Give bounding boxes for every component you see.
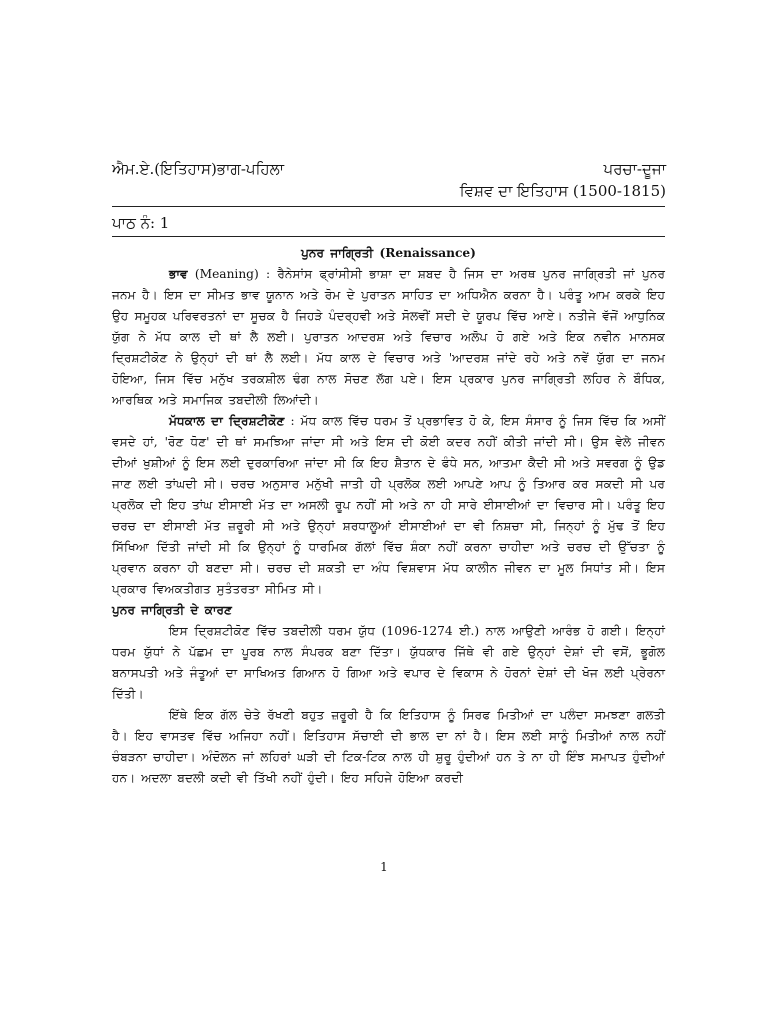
section-title-text: ਪੁਨਰ ਜਾਗ੍ਰਿਤੀ (Renaissance)	[301, 246, 476, 260]
paragraph-medieval-view	[112, 411, 665, 600]
lesson-divider	[112, 236, 665, 237]
paragraph-meaning	[112, 264, 665, 411]
header-divider	[112, 206, 665, 207]
paper-title: ਪਰਚਾ-ਦੂਜਾ	[603, 160, 666, 178]
term-meaning: ਭਾਵ	[169, 267, 188, 281]
subheading-causes	[112, 600, 665, 621]
section-title	[112, 243, 665, 264]
subject-title: ਵਿਸ਼ਵ ਦਾ ਇਤਿਹਾਸ (1500-1815)	[459, 182, 666, 200]
page-number: 1	[380, 860, 388, 874]
paragraph-history-note: ਇੱਥੇ ਇਕ ਗੱਲ ਚੇਤੇ ਰੱਖਣੀ ਬਹੁਤ ਜ਼ਰੂਰੀ ਹੈ ਕਿ ਇਤਿਹਾਸ ਨੂੰ ਸਿਰਫ ਮਿਤੀਆਂ ਦਾ ਪਲੰਦਾ ਸਮਝਣਾ ਗਲਤੀ ਹੈ। ਇਹ ਵਾਸਤਵ ਵਿੱਚ ਅਜਿਹਾ ਨਹੀਂ। ਇਤਿਹਾਸ ਸੱਚਾਈ ਦੀ ਭਾਲ ਦਾ ਨਾਂ ਹੈ। ਇਸ ਲਈ ਸਾਨੂੰ ਮਿਤੀਆਂ ਨਾਲ ਨਹੀਂ ਚੰਬੜਨਾ ਚਾਹੀਦਾ। ਅੰਦੋਲਨ ਜਾਂ ਲਹਿਰਾਂ ਘੜੀ ਦੀ ਟਿਕ-ਟਿਕ ਨਾਲ ਹੀ ਸ਼ੁਰੂ ਹੁੰਦੀਆਂ ਹਨ ਤੇ ਨਾ ਹੀ ਇੰਝ ਸਮਾਪਤ ਹੁੰਦੀਆਂ ਹਨ। ਅਦਲਾ ਬਦਲੀ ਕਦੀ ਵੀ ਤਿੱਖੀ ਨਹੀਂ ਹੁੰਦੀ। ਇਹ ਸਹਿਜੇ ਹੋਇਆ ਕਰਦੀ	[112, 708, 665, 785]
course-title: ਐਮ.ਏ.(ਇਤਿਹਾਸ)ਭਾਗ-ਪਹਿਲਾ	[112, 160, 285, 178]
subheading-causes-text: ਪੁਨਰ ਜਾਗ੍ਰਿਤੀ ਦੇ ਕਾਰਣ	[112, 603, 232, 617]
body-text	[112, 243, 665, 789]
paragraph-meaning-text: (Meaning) : ਰੈਨੇਸਾਂਸ ਫ੍ਰਾਂਸੀਸੀ ਭਾਸ਼ਾ ਦਾ ਸ਼ਬਦ ਹੈ ਜਿਸ ਦਾ ਅਰਥ ਪੁਨਰ ਜਾਗ੍ਰਿਤੀ ਜਾਂ ਪੁਨਰ ਜਨਮ ਹੈ। ਇਸ ਦਾ ਸੀਮਤ ਭਾਵ ਯੂਨਾਨ ਅਤੇ ਰੋਮ ਦੇ ਪੁਰਾਤਨ ਸਾਹਿਤ ਦਾ ਅਧਿਐਨ ਕਰਨਾ ਹੈ। ਪਰੰਤੂ ਆਮ ਕਰਕੇ ਇਹ ਉਹ ਸਮੂਹਕ ਪਰਿਵਰਤਨਾਂ ਦਾ ਸੂਚਕ ਹੈ ਜਿਹੜੇ ਪੰਦਰ੍ਹਵੀ ਅਤੇ ਸੋਲਵੀਂ ਸਦੀ ਦੇ ਯੂਰਪ ਵਿੱਚ ਆਏ। ਨਤੀਜੇ ਵੱਜੋਂ ਆਧੁਨਿਕ ਯੁੱਗ ਨੇ ਮੱਧ ਕਾਲ ਦੀ ਥਾਂ ਲੈ ਲਈ। ਪੁਰਾਤਨ ਆਦਰਸ਼ ਅਤੇ ਵਿਚਾਰ ਅਲੋਪ ਹੋ ਗਏ ਅਤੇ ਇਕ ਨਵੀਨ ਮਾਨਸਕ ਦ੍ਰਿਸ਼ਟੀਕੋਣ ਨੇ ਉਨ੍ਹਾਂ ਦੀ ਥਾਂ ਲੈ ਲਈ। ਮੱਧ ਕਾਲ ਦੇ ਵਿਚਾਰ ਅਤੇ 'ਆਦਰਸ਼ ਜਾਂਦੇ ਰਹੇ ਅਤੇ ਨਵੇਂ ਯੁੱਗ ਦਾ ਜਨਮ ਹੋਇਆ, ਜਿਸ ਵਿੱਚ ਮਨੁੱਖ ਤਰਕਸ਼ੀਲ ਢੰਗ ਨਾਲ ਸੋਚਣ ਲੱਗ ਪਏ। ਇਸ ਪ੍ਰਕਾਰ ਪੁਨਰ ਜਾਗ੍ਰਿਤੀ ਲਹਿਰ ਨੇ ਬੌਧਿਕ, ਆਰਥਿਕ ਅਤੇ ਸਮਾਜਿਕ ਤਬਦੀਲੀ ਲਿਆਂਦੀ।	[112, 267, 665, 407]
paragraph-medieval-view-text: : ਮੱਧ ਕਾਲ ਵਿੱਚ ਧਰਮ ਤੋਂ ਪ੍ਰਭਾਵਿਤ ਹੋ ਕੇ, ਇਸ ਸੰਸਾਰ ਨੂੰ ਜਿਸ ਵਿੱਚ ਕਿ ਅਸੀਂ ਵਸਦੇ ਹਾਂ, 'ਰੋਣ ਧੋਣ' ਦੀ ਥਾਂ ਸਮਝਿਆ ਜਾਂਦਾ ਸੀ ਅਤੇ ਇਸ ਦੀ ਕੋਈ ਕਦਰ ਨਹੀਂ ਕੀਤੀ ਜਾਂਦੀ ਸੀ। ਉਸ ਵੇਲੇ ਜੀਵਨ ਦੀਆਂ ਖੁਸ਼ੀਆਂ ਨੂੰ ਇਸ ਲਈ ਦੁਰਕਾਰਿਆ ਜਾਂਦਾ ਸੀ ਕਿ ਇਹ ਸ਼ੈਤਾਨ ਦੇ ਫੰਧੇ ਸਨ, ਆਤਮਾ ਕੈਦੀ ਸੀ ਅਤੇ ਸਵਰਗ ਨੂੰ ਉਡ ਜਾਣ ਲਈ ਤਾਂਘਦੀ ਸੀ। ਚਰਚ ਅਨੁਸਾਰ ਮਨੁੱਖੀ ਜਾਤੀ ਹੀ ਪ੍ਰਲੋਕ ਲਈ ਆਪਣੇ ਆਪ ਨੂੰ ਤਿਆਰ ਕਰ ਸਕਦੀ ਸੀ ਪਰ ਪ੍ਰਲੋਕ ਦੀ ਇਹ ਤਾਂਘ ਈਸਾਈ ਮੱਤ ਦਾ ਅਸਲੀ ਰੂਪ ਨਹੀਂ ਸੀ ਅਤੇ ਨਾ ਹੀ ਸਾਰੇ ਈਸਾਈਆਂ ਦਾ ਵਿਚਾਰ ਸੀ। ਪਰੰਤੂ ਇਹ ਚਰਚ ਦਾ ਈਸਾਈ ਮੱਤ ਜ਼ਰੂਰੀ ਸੀ ਅਤੇ ਉਨ੍ਹਾਂ ਸ਼ਰਧਾਲੂਆਂ ਈਸਾਈਆਂ ਦਾ ਵੀ ਨਿਸ਼ਚਾ ਸੀ, ਜਿਨ੍ਹਾਂ ਨੂੰ ਮੁੱਢ ਤੋਂ ਇਹ ਸਿੱਖਿਆ ਦਿੱਤੀ ਜਾਂਦੀ ਸੀ ਕਿ ਉਨ੍ਹਾਂ ਨੂੰ ਧਾਰਮਿਕ ਗੱਲਾਂ ਵਿੱਚ ਸ਼ੰਕਾ ਨਹੀਂ ਕਰਨਾ ਚਾਹੀਦਾ ਅਤੇ ਚਰਚ ਦੀ ਉੱਚਤਾ ਨੂੰ ਪ੍ਰਵਾਨ ਕਰਨਾ ਹੀ ਬਣਦਾ ਸੀ। ਚਰਚ ਦੀ ਸ਼ਕਤੀ ਦਾ ਅੰਧ ਵਿਸ਼ਵਾਸ ਮੱਧ ਕਾਲੀਨ ਜੀਵਨ ਦਾ ਮੂਲ ਸਿਧਾਂਤ ਸੀ। ਇਸ ਪ੍ਰਕਾਰ ਵਿਅਕਤੀਗਤ ਸੁਤੰਤਰਤਾ ਸੀਮਿਤ ਸੀ।	[112, 414, 666, 596]
paragraph-crusades: ਇਸ ਦ੍ਰਿਸ਼ਟੀਕੋਣ ਵਿੱਚ ਤਬਦੀਲੀ ਧਰਮ ਯੁੱਧ (1096-1274 ਈ.) ਨਾਲ ਆਉਣੀ ਆਰੰਭ ਹੋ ਗਈ। ਇਨ੍ਹਾਂ ਧਰਮ ਯੁੱਧਾਂ ਨੇ ਪੱਛਮ ਦਾ ਪੂਰਬ ਨਾਲ ਸੰਪਰਕ ਬਣਾ ਦਿੱਤਾ। ਯੁੱਧਕਾਰ ਜਿੱਥੇ ਵੀ ਗਏ ਉਨ੍ਹਾਂ ਦੇਸ਼ਾਂ ਦੀ ਵਸੋਂ, ਭੂਗੋਲ ਬਨਾਸਪਤੀ ਅਤੇ ਜੰਤੂਆਂ ਦਾ ਸਾਖਿਅਤ ਗਿਆਨ ਹੋ ਗਿਆ ਅਤੇ ਵਪਾਰ ਦੇ ਵਿਕਾਸ ਨੇ ਹੋਰਨਾਂ ਦੇਸ਼ਾਂ ਦੀ ਖੋਜ ਲਈ ਪ੍ਰੇਰਨਾ ਦਿੱਤੀ।	[112, 624, 665, 701]
term-medieval-view: ਮੱਧਕਾਲ ਦਾ ਦ੍ਰਿਸ਼ਟੀਕੋਣ	[169, 414, 285, 428]
lesson-number: ਪਾਠ ਨੰ: 1	[112, 214, 170, 232]
